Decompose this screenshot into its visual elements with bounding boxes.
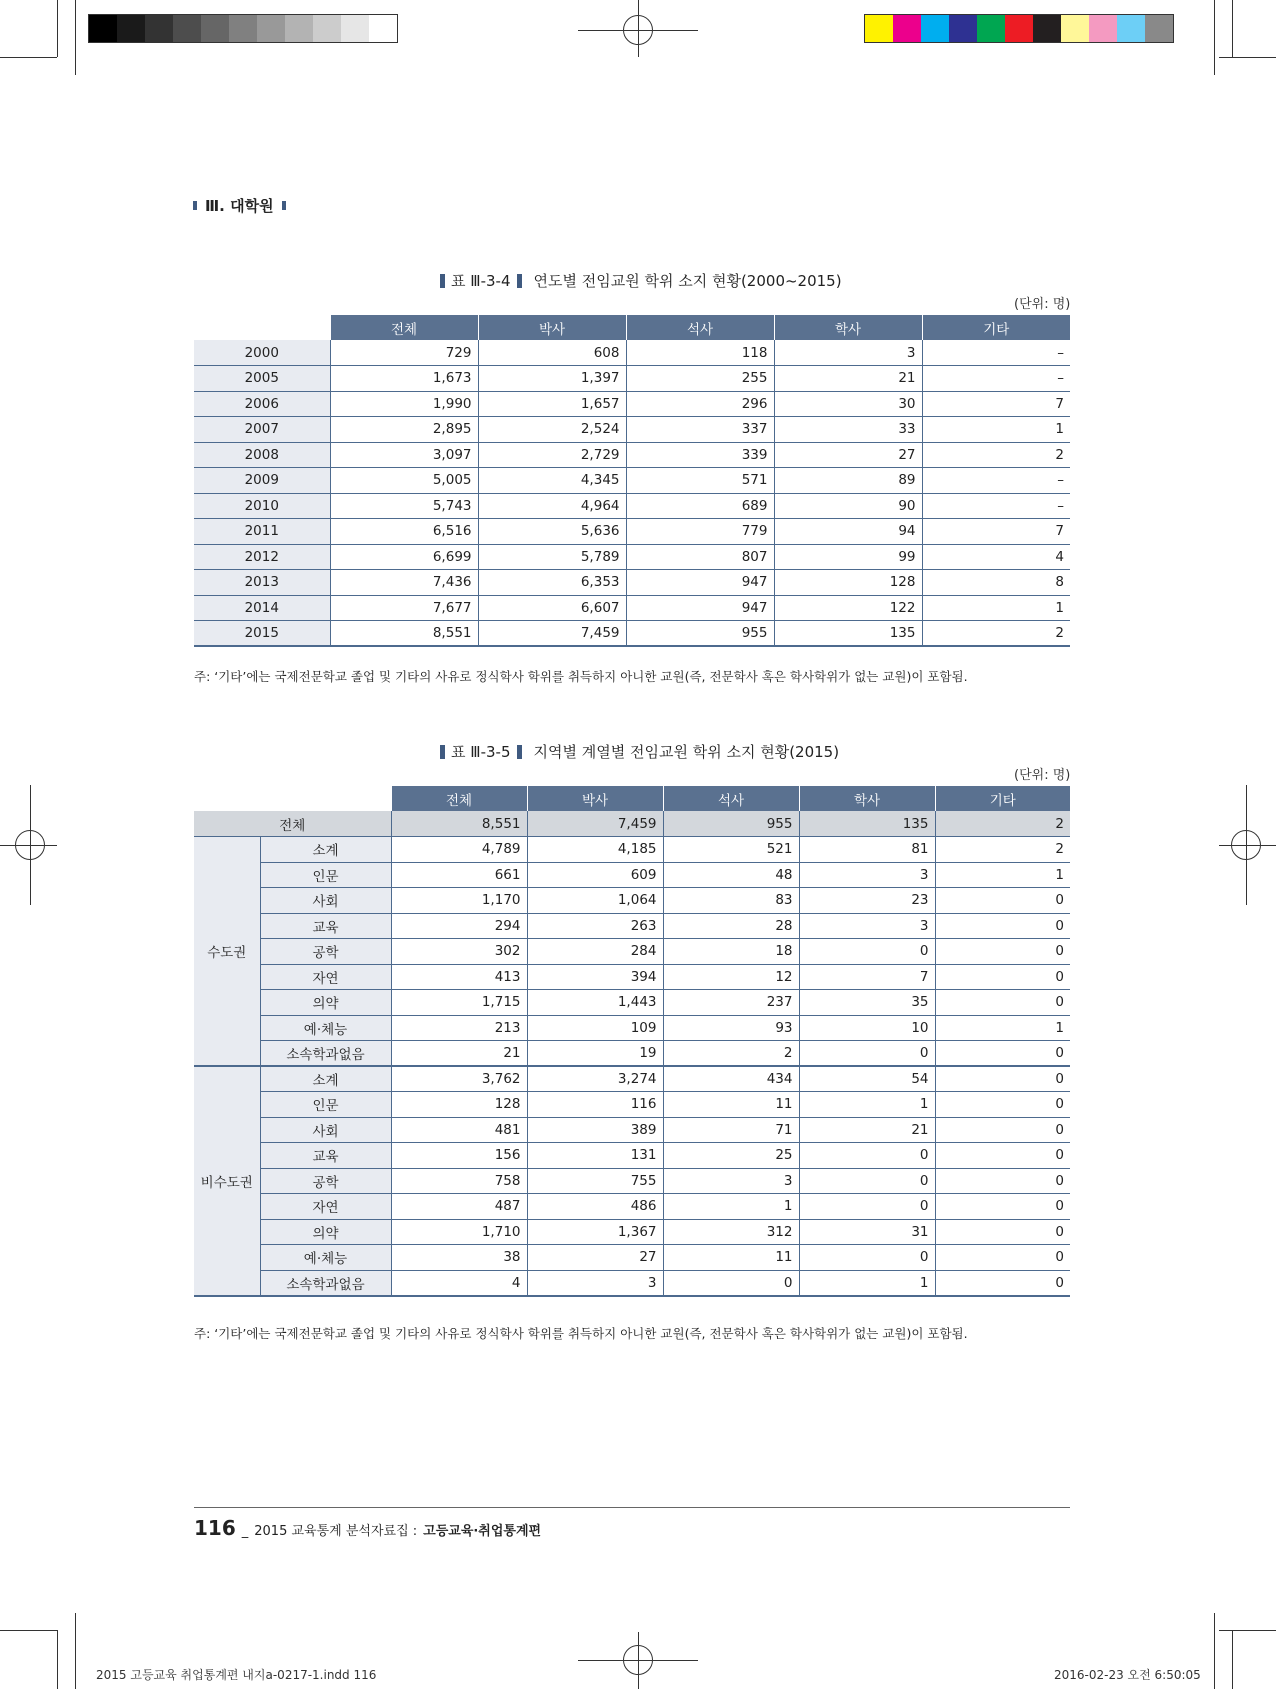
table-cell: 947: [626, 570, 774, 596]
table1-unit: (단위: 명): [1014, 297, 1071, 312]
table-cell: 255: [626, 366, 774, 392]
table-cell: –: [922, 366, 1070, 392]
field-label: 공학: [260, 1168, 391, 1194]
field-label: 사회: [260, 1117, 391, 1143]
table-cell: 1,990: [330, 391, 478, 417]
table-cell: 7: [922, 519, 1070, 545]
table-cell: 0: [935, 1219, 1070, 1245]
field-label: 소속학과없음: [260, 1041, 391, 1067]
table-cell: 237: [663, 990, 799, 1016]
table-cell: 337: [626, 417, 774, 443]
table1-title: [440, 270, 842, 291]
table-cell: 1: [922, 417, 1070, 443]
table1-col-header: 기타: [922, 315, 1070, 340]
table-cell: 99: [774, 544, 922, 570]
table-row: [194, 1092, 1070, 1118]
table-cell: 12: [663, 964, 799, 990]
table-cell: 521: [663, 837, 799, 863]
table-cell: 4,789: [391, 837, 527, 863]
page-footer: [194, 1516, 541, 1540]
color-swatch: [1033, 15, 1061, 42]
table-cell: 758: [391, 1168, 527, 1194]
region-label: 비수도권: [194, 1066, 260, 1296]
table-row: [194, 1270, 1070, 1296]
table1-header-row: [194, 315, 1070, 340]
table-cell: 729: [330, 340, 478, 366]
table-cell: 779: [626, 519, 774, 545]
table-cell: 1: [799, 1092, 935, 1118]
table-cell: 1,657: [478, 391, 626, 417]
table-cell: 1,367: [527, 1219, 663, 1245]
table-cell: 1: [935, 862, 1070, 888]
table-row: [194, 417, 1070, 443]
table2-note: 주: ‘기타’에는 국제전문학교 졸업 및 기타의 사유로 정식학사 학위를 취득하지 아니한 교원(즉, 전문학사 혹은 학사학위가 없는 교원)이 포함됨.: [194, 1326, 968, 1341]
field-label: 소속학과없음: [260, 1270, 391, 1296]
title-bar-icon: [440, 274, 445, 288]
table-row: [194, 340, 1070, 366]
table-cell: 7: [799, 964, 935, 990]
table-cell: 25: [663, 1143, 799, 1169]
table-cell: 1,170: [391, 888, 527, 914]
table-cell: 35: [799, 990, 935, 1016]
table-cell: 4: [922, 544, 1070, 570]
table-cell: 0: [799, 1143, 935, 1169]
color-bar: [864, 14, 1174, 43]
table-cell: 128: [391, 1092, 527, 1118]
total-label: 전체: [194, 811, 391, 837]
table-cell: 481: [391, 1117, 527, 1143]
table-cell: 30: [774, 391, 922, 417]
table-cell: 18: [663, 939, 799, 965]
table-cell: 6,353: [478, 570, 626, 596]
row-year: 2011: [194, 519, 330, 545]
table-cell: 4: [391, 1270, 527, 1296]
table-cell: 2,524: [478, 417, 626, 443]
table-row: [194, 1117, 1070, 1143]
table-cell: 689: [626, 493, 774, 519]
table-cell: 6,699: [330, 544, 478, 570]
table-cell: 0: [935, 1092, 1070, 1118]
table-cell: 8: [922, 570, 1070, 596]
color-swatch: [865, 15, 893, 42]
table-cell: 0: [935, 1194, 1070, 1220]
table-cell: 3,274: [527, 1066, 663, 1092]
table-row: [194, 913, 1070, 939]
table-cell: 7: [922, 391, 1070, 417]
table-row: [194, 391, 1070, 417]
table-cell: 486: [527, 1194, 663, 1220]
table-cell: 0: [799, 1245, 935, 1271]
table-cell: 5,743: [330, 493, 478, 519]
table-cell: 0: [935, 1168, 1070, 1194]
table-row: [194, 1143, 1070, 1169]
table-row: [194, 595, 1070, 621]
table-cell: 19: [527, 1041, 663, 1067]
table-cell: 2,729: [478, 442, 626, 468]
table-cell: 3: [663, 1168, 799, 1194]
table-cell: 33: [774, 417, 922, 443]
table-row: [194, 1066, 1070, 1092]
table-cell: 487: [391, 1194, 527, 1220]
table-cell: 0: [935, 1245, 1070, 1271]
table-cell: 2: [935, 811, 1070, 837]
table-cell: 2: [663, 1041, 799, 1067]
table-row: [194, 493, 1070, 519]
table-cell: 661: [391, 862, 527, 888]
table-row: [194, 570, 1070, 596]
color-swatch: [1117, 15, 1145, 42]
table-cell: 213: [391, 1015, 527, 1041]
table-row: [194, 888, 1070, 914]
table-cell: 89: [774, 468, 922, 494]
section-header: [193, 195, 286, 216]
table-cell: 122: [774, 595, 922, 621]
color-swatch: [921, 15, 949, 42]
table-row: [194, 939, 1070, 965]
table-cell: 3: [774, 340, 922, 366]
table2: [194, 786, 1070, 1297]
color-swatch: [313, 15, 341, 42]
table-cell: 296: [626, 391, 774, 417]
table-cell: 27: [527, 1245, 663, 1271]
table-cell: 8,551: [330, 621, 478, 647]
table-cell: 93: [663, 1015, 799, 1041]
table-cell: 1,443: [527, 990, 663, 1016]
row-year: 2008: [194, 442, 330, 468]
table-cell: 28: [663, 913, 799, 939]
table-cell: 3,097: [330, 442, 478, 468]
slug-left: 2015 고등교육 취업통계편 내지a-0217-1.indd 116: [96, 1668, 377, 1682]
table-cell: 135: [774, 621, 922, 647]
table2-col-header: 석사: [663, 786, 799, 811]
color-swatch: [1089, 15, 1117, 42]
table-cell: 312: [663, 1219, 799, 1245]
color-swatch: [285, 15, 313, 42]
table-cell: 118: [626, 340, 774, 366]
table-cell: 0: [935, 1143, 1070, 1169]
table1-title-text: 연도별 전임교원 학위 소지 현황(2000~2015): [533, 272, 842, 290]
table-cell: 0: [935, 990, 1070, 1016]
table-cell: –: [922, 468, 1070, 494]
table-cell: 1,710: [391, 1219, 527, 1245]
table-cell: 4,345: [478, 468, 626, 494]
table-cell: 571: [626, 468, 774, 494]
color-swatch: [1005, 15, 1033, 42]
table-cell: 1,397: [478, 366, 626, 392]
table-cell: 755: [527, 1168, 663, 1194]
table-cell: 413: [391, 964, 527, 990]
table-cell: 4,185: [527, 837, 663, 863]
table-cell: 21: [799, 1117, 935, 1143]
table-cell: 0: [799, 1194, 935, 1220]
field-label: 소계: [260, 837, 391, 863]
table-cell: 109: [527, 1015, 663, 1041]
color-swatch: [201, 15, 229, 42]
table1-corner: [194, 315, 330, 340]
row-year: 2009: [194, 468, 330, 494]
table-row: [194, 862, 1070, 888]
color-swatch: [229, 15, 257, 42]
color-swatch: [369, 15, 397, 42]
table-cell: 131: [527, 1143, 663, 1169]
table-cell: 0: [799, 1041, 935, 1067]
table-cell: 1,715: [391, 990, 527, 1016]
table-cell: 11: [663, 1245, 799, 1271]
table-cell: 21: [391, 1041, 527, 1067]
color-swatch: [949, 15, 977, 42]
field-label: 자연: [260, 1194, 391, 1220]
table-cell: 955: [663, 811, 799, 837]
table-cell: –: [922, 493, 1070, 519]
table-cell: 48: [663, 862, 799, 888]
table-cell: 389: [527, 1117, 663, 1143]
footer-book-bold: 고등교육·취업통계편: [423, 1524, 542, 1539]
table-cell: 94: [774, 519, 922, 545]
field-label: 교육: [260, 913, 391, 939]
table-cell: 7,459: [478, 621, 626, 647]
table-cell: 6,607: [478, 595, 626, 621]
table-cell: 2: [922, 442, 1070, 468]
table1-col-header: 석사: [626, 315, 774, 340]
total-row: [194, 811, 1070, 837]
section-title: Ⅲ. 대학원: [205, 197, 274, 215]
table-cell: 2,895: [330, 417, 478, 443]
field-label: 소계: [260, 1066, 391, 1092]
color-swatch: [173, 15, 201, 42]
table-row: [194, 1245, 1070, 1271]
table2-header-row: [194, 786, 1070, 811]
table-cell: 54: [799, 1066, 935, 1092]
field-label: 인문: [260, 862, 391, 888]
table-cell: 263: [527, 913, 663, 939]
table-row: [194, 837, 1070, 863]
table-cell: 83: [663, 888, 799, 914]
table-cell: 0: [799, 939, 935, 965]
table1-col-header: 박사: [478, 315, 626, 340]
table-cell: 339: [626, 442, 774, 468]
table-cell: 1,064: [527, 888, 663, 914]
table2-col-header: 학사: [799, 786, 935, 811]
field-label: 교육: [260, 1143, 391, 1169]
table-cell: 135: [799, 811, 935, 837]
color-swatch: [1061, 15, 1089, 42]
row-year: 2000: [194, 340, 330, 366]
table-cell: 609: [527, 862, 663, 888]
table2-unit: (단위: 명): [1014, 768, 1071, 783]
table-cell: 10: [799, 1015, 935, 1041]
table-row: [194, 442, 1070, 468]
table-cell: 0: [935, 1041, 1070, 1067]
table-cell: 23: [799, 888, 935, 914]
color-swatch: [341, 15, 369, 42]
table-cell: 1: [663, 1194, 799, 1220]
table-cell: 8,551: [391, 811, 527, 837]
table-cell: 6,516: [330, 519, 478, 545]
table-cell: 4,964: [478, 493, 626, 519]
table-cell: 2: [935, 837, 1070, 863]
footer-rule: [194, 1507, 1070, 1508]
table-row: [194, 519, 1070, 545]
table-cell: 0: [935, 888, 1070, 914]
row-year: 2012: [194, 544, 330, 570]
table-row: [194, 366, 1070, 392]
table-row: [194, 544, 1070, 570]
table-cell: 7,677: [330, 595, 478, 621]
footer-separator: _: [241, 1524, 249, 1539]
table-cell: 3: [527, 1270, 663, 1296]
field-label: 공학: [260, 939, 391, 965]
table1-col-header: 전체: [330, 315, 478, 340]
table-cell: 394: [527, 964, 663, 990]
table-cell: 3,762: [391, 1066, 527, 1092]
table-cell: 27: [774, 442, 922, 468]
row-year: 2014: [194, 595, 330, 621]
field-label: 인문: [260, 1092, 391, 1118]
table2-corner: [194, 786, 391, 811]
table-cell: 21: [774, 366, 922, 392]
table-cell: 7,436: [330, 570, 478, 596]
table1-col-header: 학사: [774, 315, 922, 340]
table-cell: 2: [922, 621, 1070, 647]
table-cell: 302: [391, 939, 527, 965]
table-cell: 0: [935, 913, 1070, 939]
color-swatch: [145, 15, 173, 42]
color-swatch: [257, 15, 285, 42]
field-label: 자연: [260, 964, 391, 990]
table2-title: [440, 741, 839, 762]
color-swatch: [1145, 15, 1173, 42]
bullet-icon: [282, 201, 286, 210]
table2-col-header: 박사: [527, 786, 663, 811]
color-swatch: [977, 15, 1005, 42]
row-year: 2015: [194, 621, 330, 647]
row-year: 2007: [194, 417, 330, 443]
title-bar-icon: [440, 745, 445, 759]
row-year: 2013: [194, 570, 330, 596]
table-cell: 807: [626, 544, 774, 570]
table-cell: 5,005: [330, 468, 478, 494]
title-bar-icon: [517, 745, 522, 759]
field-label: 예·체능: [260, 1245, 391, 1271]
table-cell: 128: [774, 570, 922, 596]
table-cell: 90: [774, 493, 922, 519]
table-row: [194, 1168, 1070, 1194]
row-year: 2010: [194, 493, 330, 519]
table-row: [194, 964, 1070, 990]
row-year: 2005: [194, 366, 330, 392]
table-cell: 31: [799, 1219, 935, 1245]
field-label: 사회: [260, 888, 391, 914]
table-cell: 1: [935, 1015, 1070, 1041]
table-cell: 1,673: [330, 366, 478, 392]
slug-right: 2016-02-23 오전 6:50:05: [1054, 1668, 1201, 1682]
field-label: 예·체능: [260, 1015, 391, 1041]
table-row: [194, 1041, 1070, 1067]
table-cell: 5,636: [478, 519, 626, 545]
table-cell: 3: [799, 913, 935, 939]
table-cell: 156: [391, 1143, 527, 1169]
bullet-icon: [193, 201, 197, 210]
table1-note: 주: ‘기타’에는 국제전문학교 졸업 및 기타의 사유로 정식학사 학위를 취득하지 아니한 교원(즉, 전문학사 혹은 학사학위가 없는 교원)이 포함됨.: [194, 669, 968, 684]
table-cell: 5,789: [478, 544, 626, 570]
table-cell: –: [922, 340, 1070, 366]
table-cell: 284: [527, 939, 663, 965]
table-cell: 294: [391, 913, 527, 939]
table-cell: 0: [935, 1270, 1070, 1296]
table-cell: 7,459: [527, 811, 663, 837]
table1: [194, 315, 1070, 647]
table1-number: 표 Ⅲ-3-4: [451, 272, 511, 290]
grayscale-bar: [88, 14, 398, 43]
table-cell: 0: [799, 1168, 935, 1194]
table-cell: 71: [663, 1117, 799, 1143]
table-cell: 0: [935, 1117, 1070, 1143]
color-swatch: [117, 15, 145, 42]
row-year: 2006: [194, 391, 330, 417]
table2-col-header: 기타: [935, 786, 1070, 811]
field-label: 의약: [260, 990, 391, 1016]
table-cell: 0: [663, 1270, 799, 1296]
table2-title-text: 지역별 계열별 전임교원 학위 소지 현황(2015): [533, 743, 840, 761]
table-cell: 1: [922, 595, 1070, 621]
table-cell: 0: [935, 1066, 1070, 1092]
region-label: 수도권: [194, 837, 260, 1067]
table-cell: 3: [799, 862, 935, 888]
table-row: [194, 468, 1070, 494]
table-row: [194, 1219, 1070, 1245]
table2-number: 표 Ⅲ-3-5: [451, 743, 511, 761]
table-cell: 1: [799, 1270, 935, 1296]
table-cell: 955: [626, 621, 774, 647]
table-cell: 81: [799, 837, 935, 863]
table-cell: 0: [935, 939, 1070, 965]
table-cell: 11: [663, 1092, 799, 1118]
table-cell: 116: [527, 1092, 663, 1118]
table-row: [194, 1015, 1070, 1041]
table-cell: 608: [478, 340, 626, 366]
color-swatch: [893, 15, 921, 42]
table-row: [194, 621, 1070, 647]
table-row: [194, 990, 1070, 1016]
table-cell: 38: [391, 1245, 527, 1271]
table-row: [194, 1194, 1070, 1220]
page-number: 116: [194, 1516, 236, 1540]
title-bar-icon: [517, 274, 522, 288]
field-label: 의약: [260, 1219, 391, 1245]
table-cell: 434: [663, 1066, 799, 1092]
footer-book: 2015 교육통계 분석자료집 :: [254, 1524, 418, 1539]
table2-col-header: 전체: [391, 786, 527, 811]
table-cell: 947: [626, 595, 774, 621]
color-swatch: [89, 15, 117, 42]
table-cell: 0: [935, 964, 1070, 990]
